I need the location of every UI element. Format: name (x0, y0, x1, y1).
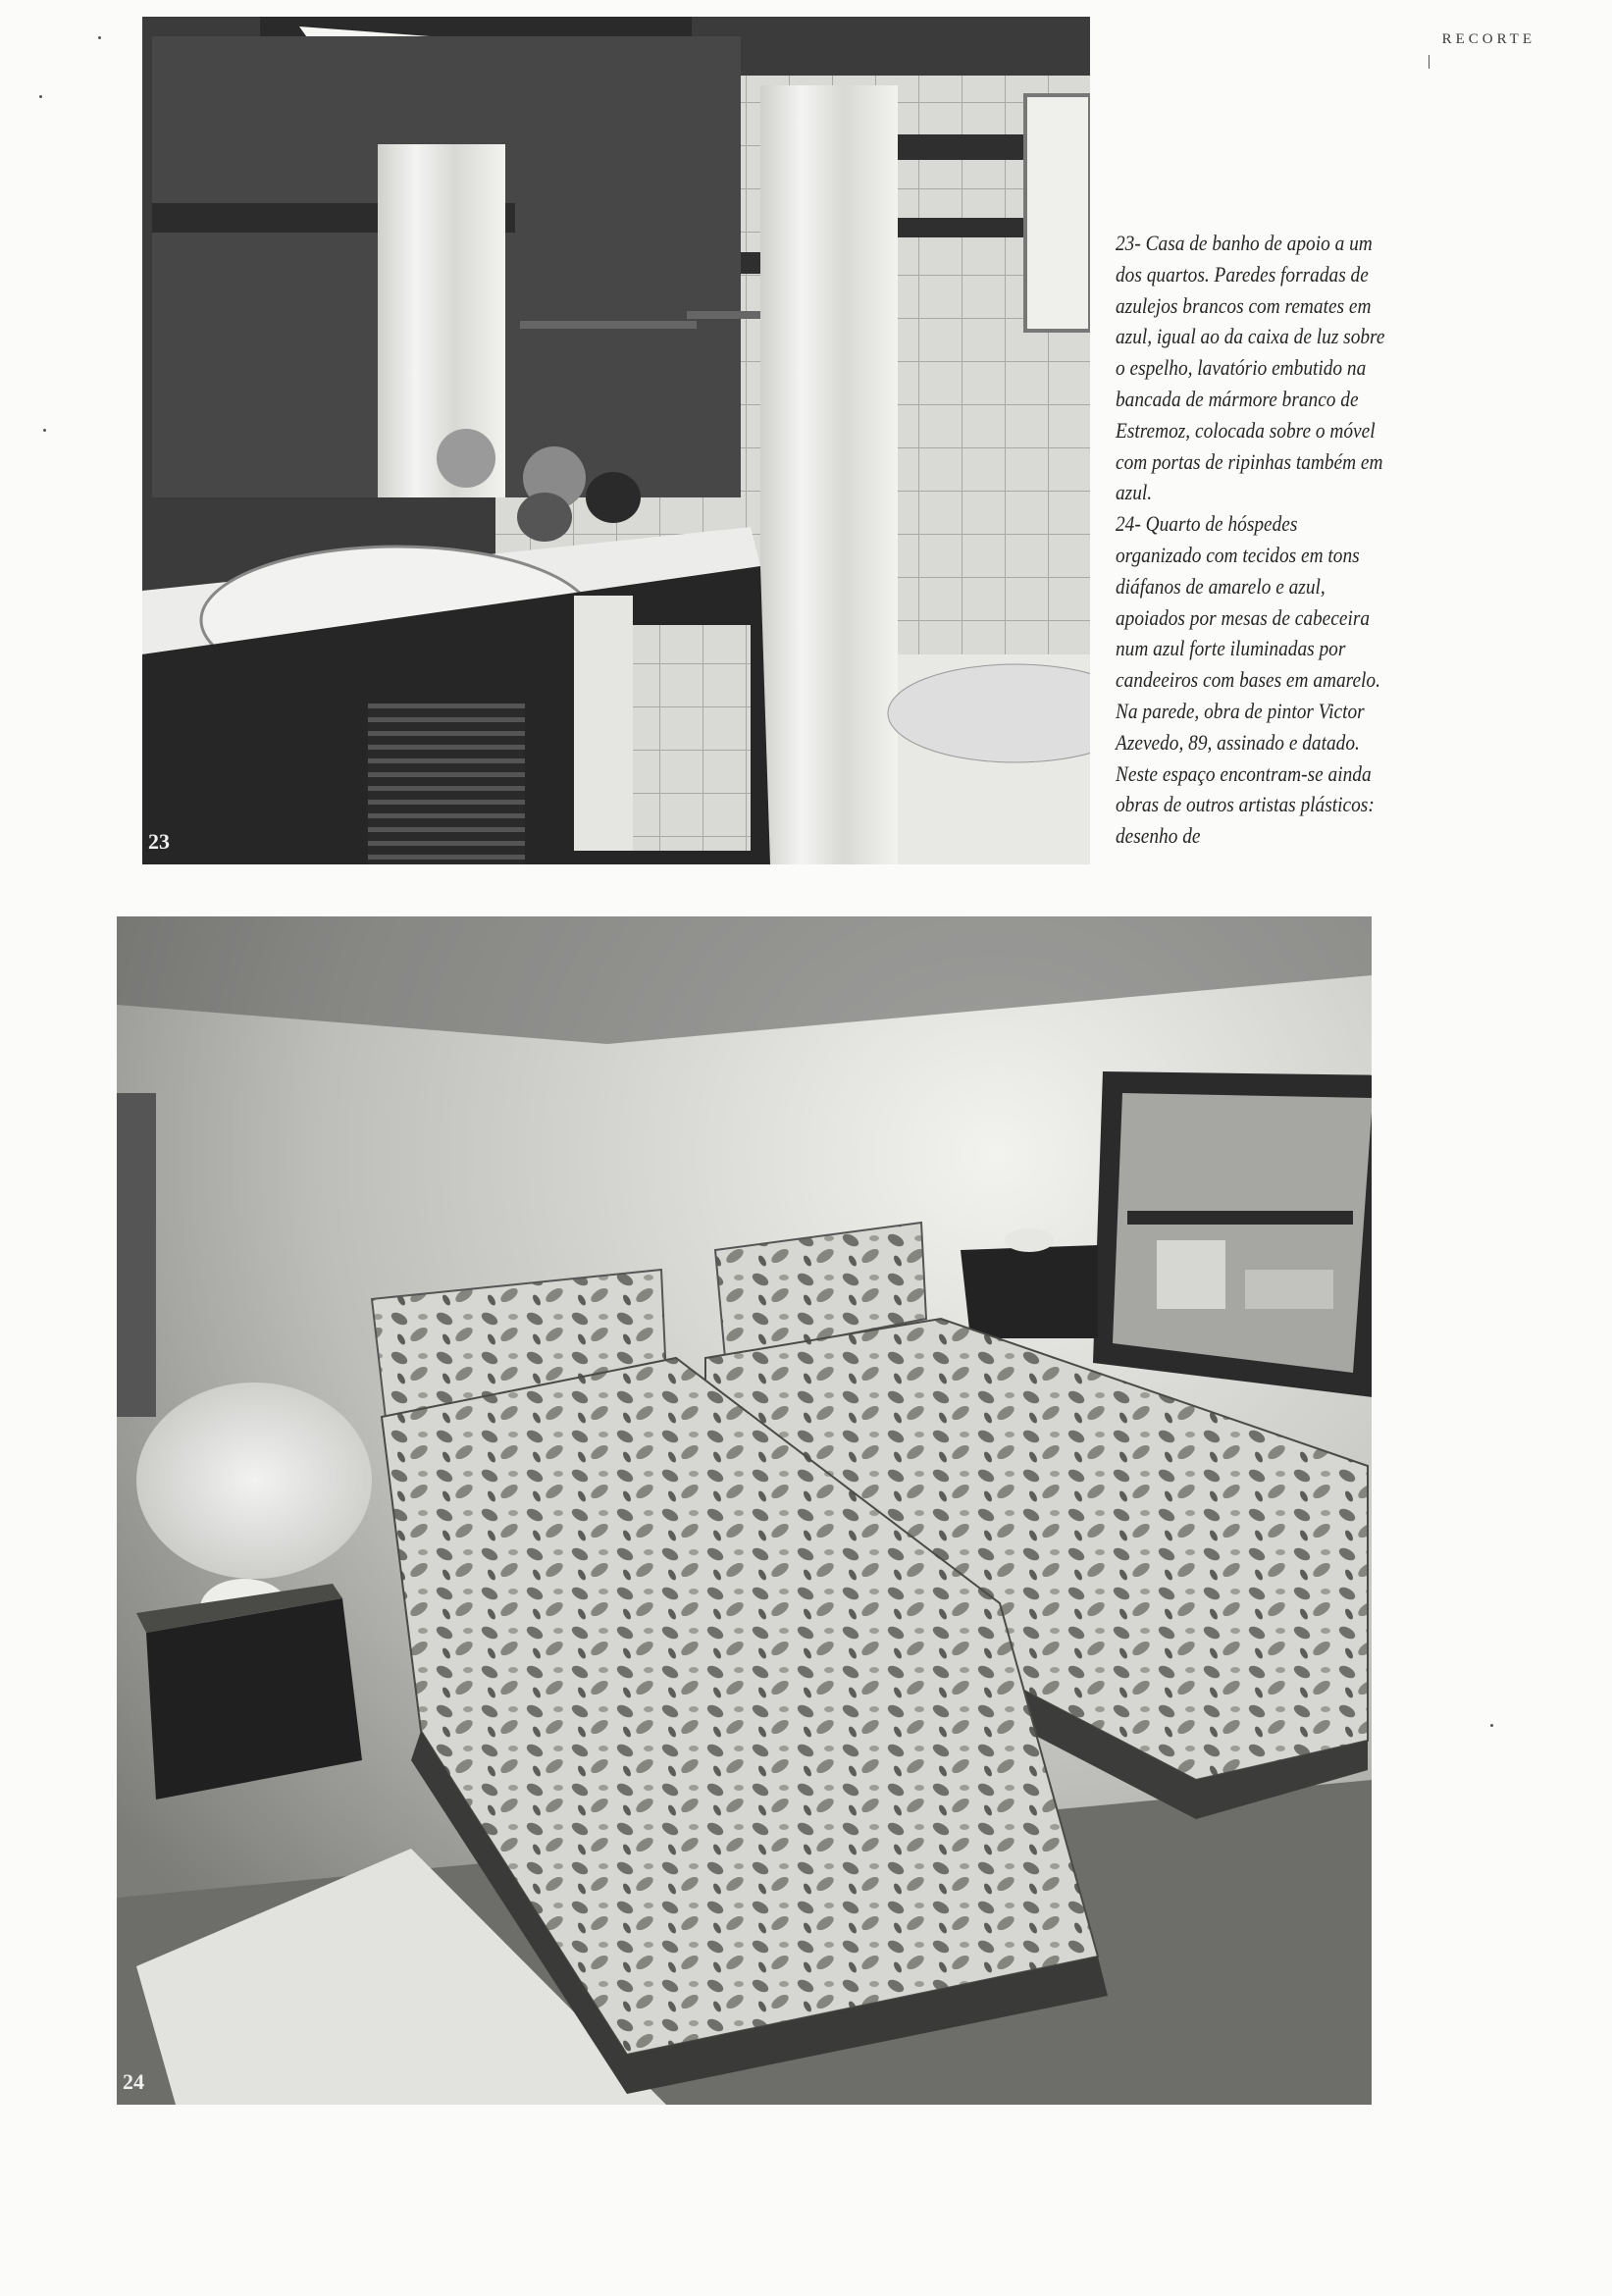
photo-number-23: 23 (148, 829, 170, 854)
caption-paragraph-24: 24- Quarto de hóspedes organizado com tecidos em tons diáfanos de amarelo e azul, apoiados por mesas de cabeceira num azul forte iluminadas por candeeiros com bases em amarelo. Na parede, obra de pintor Victor Azevedo, 89, assinado e datado. Neste espaço encontram-se ainda obras de outros artistas plásticos: desenho de (1116, 511, 1380, 849)
scan-speck (43, 429, 46, 432)
photo-bathroom (142, 17, 1090, 864)
scan-speck (98, 36, 101, 39)
photo-number-24: 24 (123, 2069, 144, 2094)
bathroom-illustration (142, 17, 1090, 864)
photo-guest-bedroom (117, 916, 1372, 2105)
running-header: RECORTE (1441, 31, 1535, 47)
bedroom-illustration (117, 916, 1372, 2105)
photo-caption (1116, 228, 1385, 852)
scan-speck (39, 95, 42, 98)
scan-speck (1490, 1724, 1493, 1727)
caption-paragraph-23: 23- Casa de banho de apoio a um dos quartos. Paredes forradas de azulejos brancos com remates em azul, igual ao da caixa de luz sobre o espelho, lavatório embutido na bancada de mármore branco de Estremoz, colocada sobre o móvel com portas de ripinhas também em azul. (1116, 231, 1385, 505)
header-divider (1429, 55, 1430, 69)
